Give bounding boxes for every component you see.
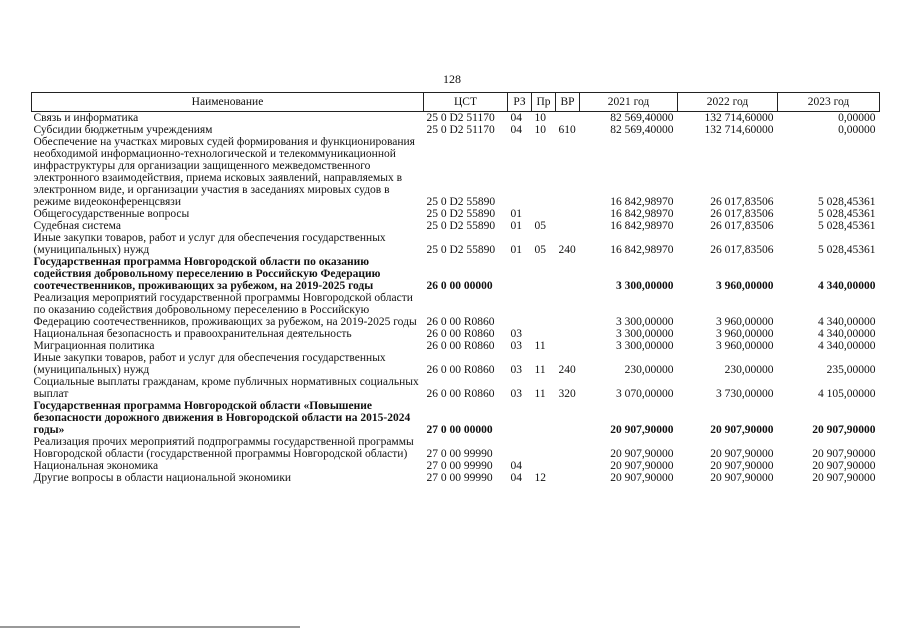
cell-cst: 25 0 D2 55890 (426, 244, 496, 256)
cell-rz: 01 (510, 208, 522, 220)
cell-name: Общегосударственные вопросы (33, 208, 190, 220)
column-header-cst: ЦСТ (424, 93, 508, 112)
cell-cst: 26 0 00 00000 (426, 280, 493, 292)
cell-cst: 26 0 00 R0860 (426, 316, 495, 328)
cell-2022: 26 017,83506 (710, 220, 774, 232)
cell-name: Другие вопросы в области национальной экономики (33, 472, 292, 484)
cell-2023: 4 340,00000 (818, 316, 876, 328)
budget-table (31, 92, 880, 484)
cell-rz (508, 136, 532, 208)
page-number: 128 (443, 72, 461, 86)
cell-cst: 25 0 D2 55890 (426, 196, 496, 208)
cell-cst: 25 0 D2 55890 (426, 220, 496, 232)
cell-pr (532, 208, 556, 220)
cell-cst: 27 0 00 99990 (426, 460, 493, 472)
cell-vr (556, 136, 580, 208)
cell-vr: 610 (558, 124, 576, 136)
table-row (32, 472, 880, 484)
table-row (32, 328, 880, 340)
cell-name: Субсидии бюджетным учреждениям (33, 124, 213, 136)
cell-name: Социальные выплаты гражданам, кроме публичных нормативных социальных выплат (33, 376, 419, 400)
cell-pr: 05 (534, 244, 546, 256)
column-header-rz: РЗ (508, 93, 532, 112)
cell-rz (508, 400, 532, 436)
cell-vr (556, 256, 580, 292)
cell-name: Иные закупки товаров, работ и услуг для обеспечения государственных (муниципальных) нужд (33, 232, 386, 256)
table-row (32, 400, 880, 436)
cell-vr (556, 436, 580, 460)
page-edge-line (0, 626, 300, 628)
cell-2022: 132 714,60000 (704, 112, 774, 124)
cell-vr (556, 328, 580, 340)
cell-2022: 3 960,00000 (716, 316, 774, 328)
cell-2021: 20 907,90000 (610, 424, 674, 436)
cell-2023: 4 340,00000 (818, 328, 876, 340)
cell-2023: 5 028,45361 (818, 220, 876, 232)
cell-2023: 20 907,90000 (812, 472, 876, 484)
cell-pr: 10 (534, 112, 546, 124)
cell-pr: 05 (534, 220, 546, 232)
cell-2022: 132 714,60000 (704, 124, 774, 136)
cell-name: Национальная экономика (33, 460, 159, 472)
cell-rz: 04 (510, 112, 522, 124)
cell-pr (532, 328, 556, 340)
cell-vr (556, 112, 580, 125)
cell-vr (556, 292, 580, 328)
cell-2021: 16 842,98970 (610, 196, 674, 208)
cell-cst: 27 0 00 00000 (426, 424, 493, 436)
cell-cst: 26 0 00 R0860 (426, 328, 495, 340)
cell-rz: 04 (510, 460, 522, 472)
cell-rz: 04 (510, 124, 522, 136)
cell-cst: 25 0 D2 51170 (426, 124, 495, 136)
cell-vr (556, 400, 580, 436)
cell-2023: 20 907,90000 (812, 424, 876, 436)
cell-2022: 26 017,83506 (710, 244, 774, 256)
cell-vr (556, 208, 580, 220)
table-row (32, 340, 880, 352)
cell-vr (556, 340, 580, 352)
cell-vr: 240 (558, 364, 576, 376)
cell-2022: 3 960,00000 (716, 328, 774, 340)
cell-name: Иные закупки товаров, работ и услуг для обеспечения государственных (муниципальных) нужд (33, 352, 386, 376)
cell-2023: 4 340,00000 (818, 340, 876, 352)
cell-2023: 235,00000 (826, 364, 876, 376)
cell-2021: 3 300,00000 (616, 340, 674, 352)
cell-2023: 0,00000 (838, 124, 876, 136)
cell-2021: 16 842,98970 (610, 244, 674, 256)
cell-pr (532, 400, 556, 436)
table-row (32, 436, 880, 460)
cell-2021: 16 842,98970 (610, 208, 674, 220)
cell-2023: 4 340,00000 (818, 280, 876, 292)
cell-pr (532, 256, 556, 292)
cell-cst: 25 0 D2 51170 (426, 112, 495, 124)
cell-2022: 230,00000 (724, 364, 774, 376)
cell-rz (508, 292, 532, 328)
cell-pr (532, 136, 556, 208)
table-row (32, 376, 880, 400)
cell-pr (532, 292, 556, 328)
cell-2023: 5 028,45361 (818, 244, 876, 256)
table-row (32, 220, 880, 232)
table-row (32, 256, 880, 292)
cell-pr (532, 436, 556, 460)
cell-2022: 3 960,00000 (716, 340, 774, 352)
cell-2022: 26 017,83506 (710, 196, 774, 208)
cell-2022: 26 017,83506 (710, 208, 774, 220)
cell-2023: 5 028,45361 (818, 208, 876, 220)
column-header-2021: 2021 год (580, 93, 678, 112)
cell-pr: 10 (534, 124, 546, 136)
cell-rz (508, 436, 532, 460)
cell-name: Реализация прочих мероприятий подпрограммы государственной программы Новгородской области (государственной программы Новгородской области) (33, 436, 414, 460)
cell-pr (532, 460, 556, 472)
cell-2021: 230,00000 (624, 364, 674, 376)
column-header-name: Наименование (32, 93, 424, 112)
table-row (32, 208, 880, 220)
table-body (32, 112, 880, 485)
cell-rz: 03 (510, 388, 522, 400)
cell-2021: 3 070,00000 (616, 388, 674, 400)
cell-2023: 4 105,00000 (818, 388, 876, 400)
column-header-pr: Пр (532, 93, 556, 112)
cell-2021: 82 569,40000 (610, 124, 674, 136)
table-header-row (32, 93, 880, 112)
cell-name: Обеспечение на участках мировых судей формирования и функционирования необходимой информационно-технологической и телекоммуникационной инфраструктуры для организации защищенного межведомственного электронного взаимодействия, приема исковых заявлений, направляемых в электронном виде, и организации участия в заседаниях мировых судов в режиме видеоконференцсвязи (33, 136, 415, 208)
cell-rz: 03 (510, 340, 522, 352)
cell-name: Миграционная политика (33, 340, 155, 352)
table-row (32, 352, 880, 376)
cell-name: Национальная безопасность и правоохранительная деятельность (33, 328, 352, 340)
cell-2022: 20 907,90000 (710, 472, 774, 484)
cell-rz: 03 (510, 364, 522, 376)
cell-2021: 20 907,90000 (610, 448, 674, 460)
cell-name: Государственная программа Новгородской области «Повышение безопасности дорожного движения в Новгородской области на 2015-2024 годы» (33, 400, 411, 436)
cell-cst: 25 0 D2 55890 (426, 208, 496, 220)
cell-vr: 240 (558, 244, 576, 256)
cell-pr: 11 (534, 388, 546, 400)
cell-name: Связь и информатика (33, 112, 139, 124)
table-row (32, 460, 880, 472)
cell-cst: 26 0 00 R0860 (426, 340, 495, 352)
cell-vr (556, 220, 580, 232)
cell-2022: 3 730,00000 (716, 388, 774, 400)
cell-pr: 11 (534, 340, 546, 352)
cell-rz: 03 (510, 328, 522, 340)
cell-2021: 20 907,90000 (610, 472, 674, 484)
cell-rz: 01 (510, 244, 522, 256)
cell-2021: 3 300,00000 (616, 316, 674, 328)
cell-cst: 26 0 00 R0860 (426, 364, 495, 376)
cell-name: Реализация мероприятий государственной программы Новгородской области по оказанию содействия добровольному переселению в Российскую Федерацию соотечественников, проживающих за рубежом, на 2019-2025 годы (33, 292, 417, 328)
cell-vr: 320 (558, 388, 576, 400)
cell-2022: 20 907,90000 (710, 448, 774, 460)
cell-name: Государственная программа Новгородской области по оказанию содействия добровольному переселению в Российскую Федерацию соотечественников, проживающих за рубежом, на 2019-2025 годы (33, 256, 381, 292)
cell-2023: 20 907,90000 (812, 448, 876, 460)
table-row (32, 292, 880, 328)
cell-name: Судебная система (33, 220, 121, 232)
cell-2021: 3 300,00000 (616, 280, 674, 292)
table-row (32, 124, 880, 136)
cell-vr (556, 472, 580, 484)
cell-2022: 20 907,90000 (710, 424, 774, 436)
cell-rz: 04 (510, 472, 522, 484)
cell-cst: 27 0 00 99990 (426, 448, 493, 460)
cell-cst: 27 0 00 99990 (426, 472, 493, 484)
cell-2021: 82 569,40000 (610, 112, 674, 124)
table-row (32, 136, 880, 208)
column-header-2022: 2022 год (678, 93, 778, 112)
cell-rz: 01 (510, 220, 522, 232)
table-row (32, 112, 880, 125)
cell-2021: 16 842,98970 (610, 220, 674, 232)
cell-2021: 3 300,00000 (616, 328, 674, 340)
cell-pr: 12 (534, 472, 546, 484)
cell-2022: 3 960,00000 (716, 280, 774, 292)
cell-2021: 20 907,90000 (610, 460, 674, 472)
cell-2023: 5 028,45361 (818, 196, 876, 208)
cell-rz (508, 256, 532, 292)
cell-2022: 20 907,90000 (710, 460, 774, 472)
cell-2023: 0,00000 (838, 112, 876, 124)
column-header-vr: ВР (556, 93, 580, 112)
cell-cst: 26 0 00 R0860 (426, 388, 495, 400)
table-row (32, 232, 880, 256)
cell-pr: 11 (534, 364, 546, 376)
cell-2023: 20 907,90000 (812, 460, 876, 472)
cell-vr (556, 460, 580, 472)
column-header-2023: 2023 год (778, 93, 880, 112)
